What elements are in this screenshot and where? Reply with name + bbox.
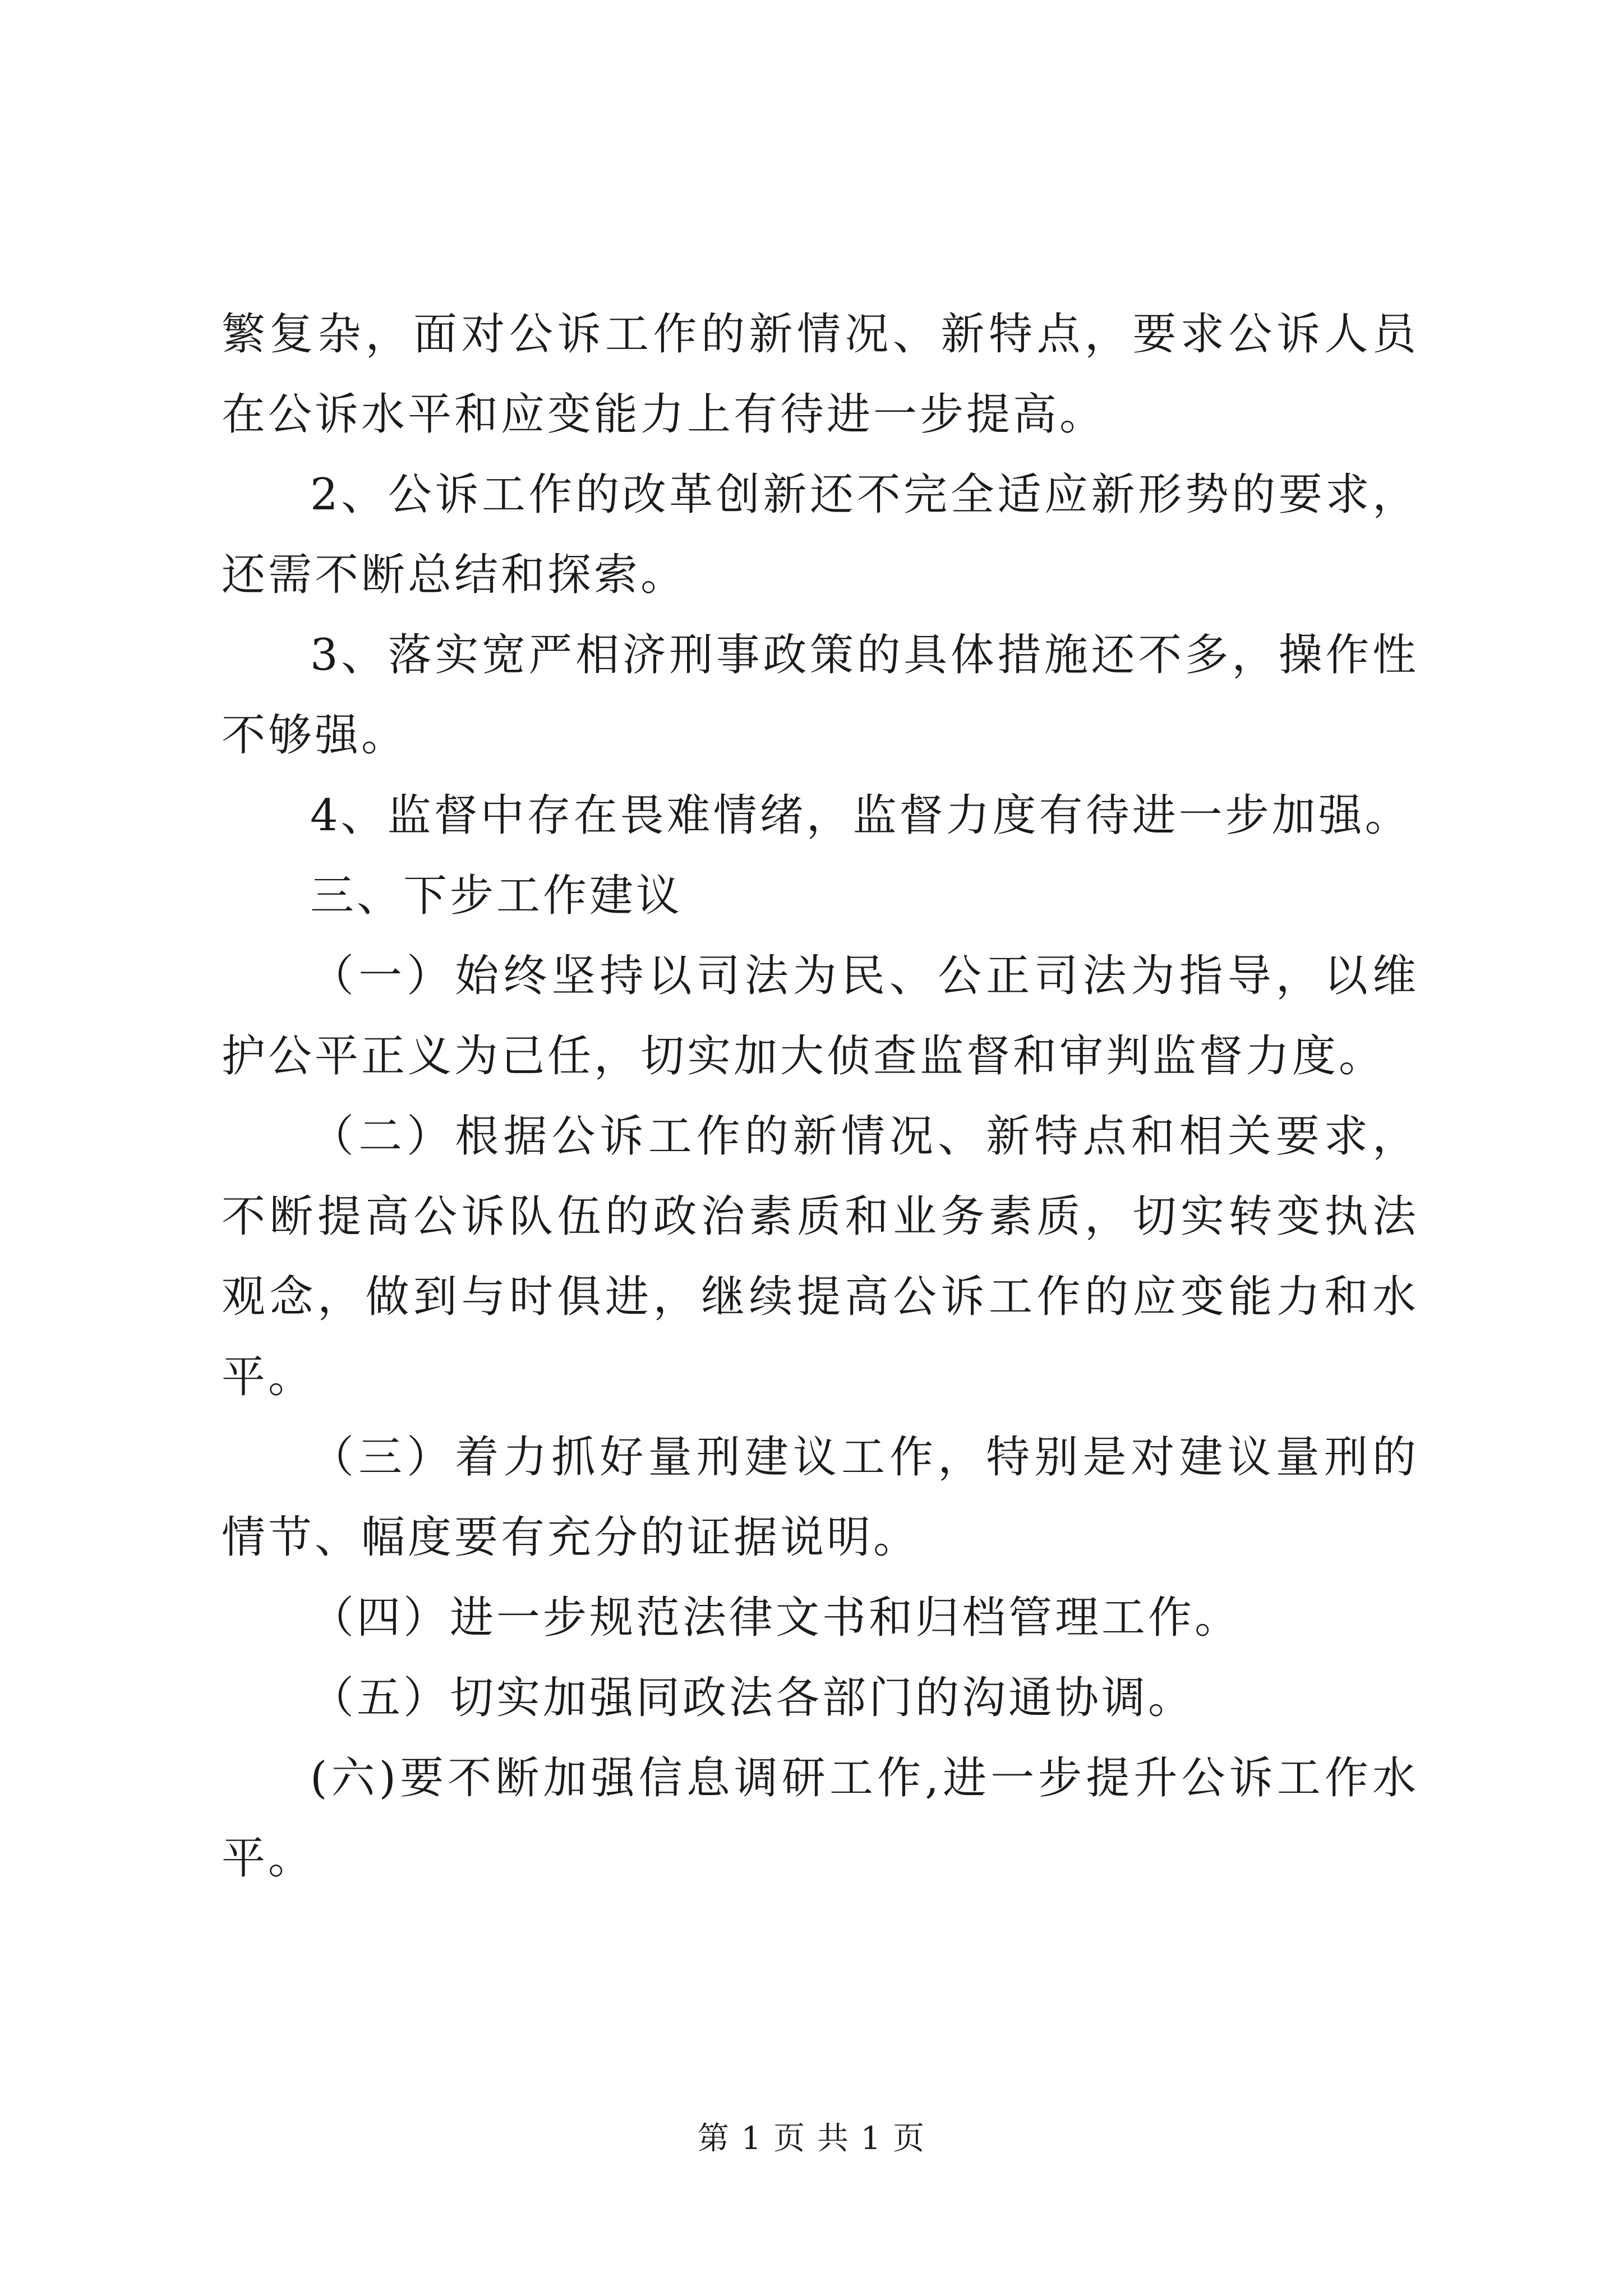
paragraph-item-4: 4、监督中存在畏难情绪，监督力度有待进一步加强。 <box>310 790 1412 841</box>
paragraph-item-3: 3、落实宽严相济刑事政策的具体措施还不多，操作性不够强。 <box>222 630 1419 761</box>
paragraph-item-2: 2、公诉工作的改革创新还不完全适应新形势的要求，还需不断总结和探索。 <box>222 470 1419 600</box>
suggestion-item-5: （五）切实加强同政法各部门的沟通协调。 <box>310 1673 1195 1723</box>
page-footer: 第 1 页 共 1 页 <box>697 2120 926 2157</box>
suggestion-item-2: （二）根据公诉工作的新情况、新特点和相关要求，不断提高公诉队伍的政治素质和业务素质，切实转变执法观念，做到与时俱进，继续提高公诉工作的应变能力和水平。 <box>222 1111 1419 1402</box>
suggestion-item-4: （四）进一步规范法律文书和归档管理工作。 <box>310 1593 1242 1643</box>
section-heading: 三、下步工作建议 <box>310 871 683 921</box>
suggestion-item-3: （三）着力抓好量刑建议工作，特别是对建议量刑的情节、幅度要有充分的证据说明。 <box>222 1432 1419 1563</box>
suggestion-item-1: （一）始终坚持以司法为民、公正司法为指导，以维护公平正义为己任，切实加大侦查监督和审判监督力度。 <box>222 951 1419 1082</box>
suggestion-item-6: (六)要不断加强信息调研工作,进一步提升公诉工作水平。 <box>222 1753 1419 1884</box>
document-body <box>222 295 1419 1899</box>
paragraph-continuation: 繁复杂，面对公诉工作的新情况、新特点，要求公诉人员在公诉水平和应变能力上有待进一步提高。 <box>222 309 1419 440</box>
